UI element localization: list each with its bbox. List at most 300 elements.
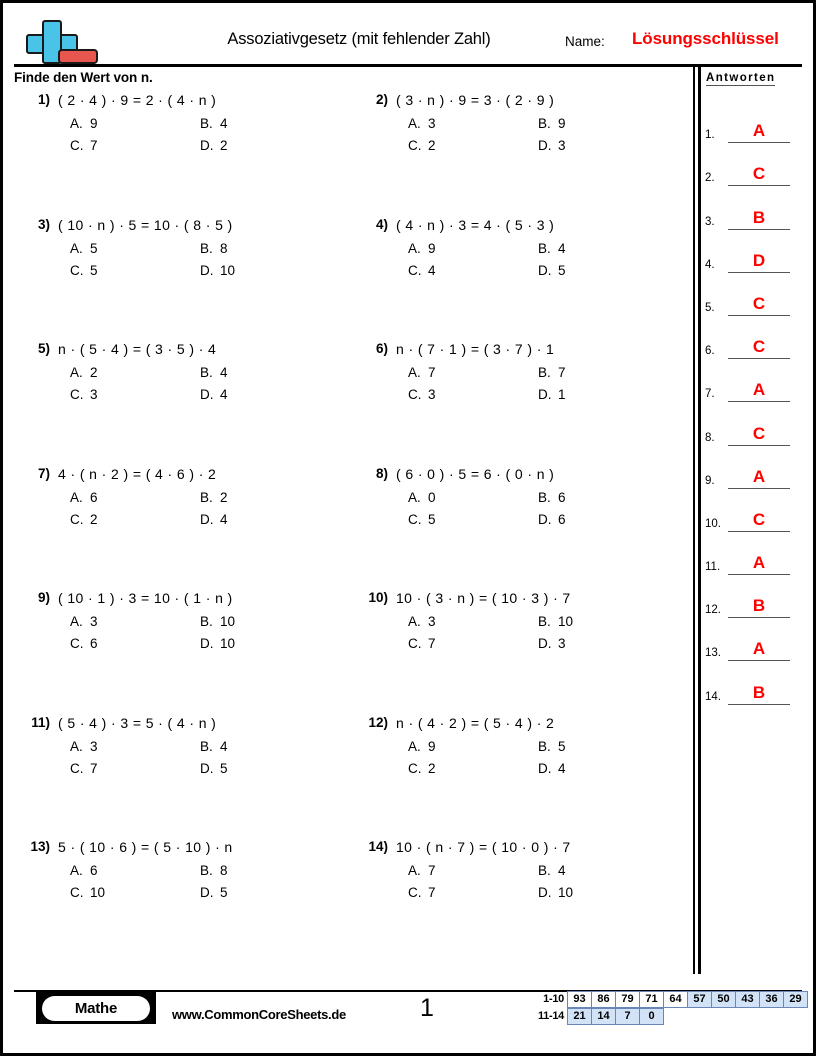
- answers-panel: [704, 68, 804, 728]
- question-row: [14, 839, 690, 964]
- question-expression: 5 · ( 10 · 6 ) = ( 5 · 10 ) · n: [58, 839, 233, 855]
- answer-value: C: [752, 337, 766, 357]
- choice-value: 6: [558, 511, 566, 527]
- choice-value: 6: [90, 489, 98, 505]
- choice-value: 2: [90, 511, 98, 527]
- score-cell: 14: [591, 1008, 616, 1025]
- question-expression: ( 5 · 4 ) · 3 = 5 · ( 4 · n ): [58, 714, 217, 731]
- question-number: 8): [375, 465, 388, 481]
- choice-letter: C.: [70, 885, 84, 900]
- choice-group: [408, 241, 668, 285]
- question-item: [14, 92, 352, 217]
- logo-plus-center: [45, 37, 59, 51]
- choice-row: [408, 636, 668, 658]
- question-number: 9): [37, 590, 50, 605]
- choice-group: [70, 490, 330, 534]
- answer-row-number: 13.: [705, 647, 721, 660]
- score-cell: 71: [639, 991, 664, 1008]
- choice-value: 10: [558, 885, 574, 900]
- choice-group: [70, 739, 330, 783]
- question-expression: ( 6 · 0 ) · 5 = 6 · ( 0 · n ): [396, 465, 555, 482]
- question-expression: ( 4 · n ) · 3 = 4 · ( 5 · 3 ): [396, 216, 555, 233]
- answer-row: [704, 230, 804, 273]
- choice-row: [408, 241, 668, 263]
- answer-row-number: 3.: [705, 215, 715, 228]
- choice-option[interactable]: [538, 863, 668, 885]
- choice-row: [70, 365, 330, 387]
- choice-letter: C.: [408, 511, 422, 527]
- choice-option[interactable]: [408, 739, 538, 761]
- choice-group: [70, 863, 330, 907]
- score-table: [528, 991, 808, 1025]
- choice-value: 7: [90, 760, 98, 776]
- choice-letter: B.: [538, 489, 551, 505]
- choice-row: [408, 490, 668, 512]
- answer-value: B: [752, 596, 766, 616]
- answer-column-divider-outer: [693, 66, 695, 974]
- question-item: [14, 839, 352, 964]
- choice-value: 5: [558, 262, 566, 278]
- answer-row: [704, 143, 804, 186]
- choice-value: 7: [90, 138, 98, 153]
- choice-option[interactable]: [200, 138, 330, 160]
- choice-row: [408, 512, 668, 534]
- question-number: 7): [37, 465, 50, 481]
- questions-grid: [14, 92, 690, 964]
- choice-value: 5: [220, 885, 228, 900]
- choice-letter: A.: [70, 863, 83, 878]
- choice-option[interactable]: [408, 512, 538, 534]
- choice-option[interactable]: [70, 739, 200, 761]
- choice-value: 2: [90, 365, 98, 380]
- choice-option[interactable]: [408, 263, 538, 285]
- choice-letter: A.: [70, 116, 83, 131]
- choice-letter: C.: [408, 138, 422, 153]
- question-expression: ( 10 · 1 ) · 3 = 10 · ( 1 · n ): [58, 590, 233, 606]
- answer-row-number: 11.: [705, 561, 721, 574]
- choice-row: [70, 387, 330, 409]
- choice-letter: A.: [70, 614, 83, 629]
- answer-row: [704, 273, 804, 316]
- choice-value: 8: [220, 240, 228, 256]
- choice-letter: B.: [200, 240, 213, 256]
- choice-letter: B.: [200, 489, 213, 505]
- choice-row: [408, 614, 668, 636]
- question-number: 3): [37, 216, 50, 232]
- answer-row: [704, 618, 804, 661]
- choice-value: 4: [220, 511, 228, 527]
- choice-option[interactable]: [408, 885, 538, 907]
- choice-option[interactable]: [70, 138, 200, 160]
- choice-letter: B.: [200, 614, 213, 629]
- choice-option[interactable]: [70, 387, 200, 409]
- choice-letter: B.: [200, 365, 213, 380]
- choice-value: 3: [90, 614, 98, 629]
- choice-row: [70, 241, 330, 263]
- choice-row: [408, 263, 668, 285]
- subject-badge-label: Mathe: [42, 996, 150, 1021]
- page-title: Assoziativgesetz (mit fehlender Zahl): [227, 30, 491, 48]
- choice-letter: D.: [200, 387, 214, 402]
- score-cell: 57: [687, 991, 712, 1008]
- choice-option[interactable]: [70, 863, 200, 885]
- choice-row: [70, 512, 330, 534]
- question-row: [14, 715, 690, 840]
- commoncoresheets-logo-icon: [14, 20, 92, 66]
- choice-value: 2: [428, 138, 436, 153]
- choice-group: [408, 116, 668, 160]
- choice-row: [408, 365, 668, 387]
- choice-group: [70, 614, 330, 658]
- question-item: [352, 341, 690, 466]
- choice-row: [70, 739, 330, 761]
- answer-row-number: 8.: [705, 431, 715, 444]
- answer-value: B: [752, 207, 766, 227]
- answer-row-number: 2.: [705, 172, 715, 185]
- choice-option[interactable]: [70, 512, 200, 534]
- choice-letter: D.: [200, 636, 214, 651]
- choice-letter: A.: [70, 489, 83, 505]
- choice-value: 3: [558, 636, 566, 651]
- choice-option[interactable]: [200, 739, 330, 761]
- answer-row-number: 7.: [705, 388, 715, 401]
- score-cell: 86: [591, 991, 616, 1008]
- choice-value: 10: [220, 614, 236, 629]
- question-item: [14, 590, 352, 715]
- answer-row: [704, 446, 804, 489]
- choice-letter: A.: [408, 738, 421, 754]
- choice-letter: C.: [408, 262, 422, 278]
- choice-row: [70, 885, 330, 907]
- choice-row: [70, 636, 330, 658]
- choice-option[interactable]: [70, 116, 200, 138]
- choice-row: [70, 614, 330, 636]
- choice-letter: D.: [538, 387, 552, 402]
- choice-letter: A.: [70, 365, 83, 380]
- choice-option[interactable]: [70, 636, 200, 658]
- answer-value: A: [752, 121, 766, 141]
- choice-letter: A.: [70, 738, 83, 754]
- choice-letter: B.: [538, 365, 551, 380]
- choice-option[interactable]: [200, 761, 330, 783]
- choice-letter: D.: [538, 885, 552, 900]
- answer-row: [704, 661, 804, 704]
- score-row-label: 1-10: [543, 993, 564, 1005]
- choice-value: 10: [220, 262, 236, 278]
- choice-option[interactable]: [408, 761, 538, 783]
- choice-value: 9: [428, 240, 436, 256]
- score-cell: 36: [759, 991, 784, 1008]
- answer-row: [704, 316, 804, 359]
- choice-option[interactable]: [408, 863, 538, 885]
- choice-value: 10: [558, 614, 574, 629]
- question-number: 1): [37, 92, 50, 107]
- choice-value: 3: [428, 116, 436, 131]
- choice-option[interactable]: [200, 636, 330, 658]
- choice-option[interactable]: [408, 365, 538, 387]
- choice-option[interactable]: [70, 365, 200, 387]
- question-item: [352, 92, 690, 217]
- question-expression: ( 3 · n ) · 9 = 3 · ( 2 · 9 ): [396, 92, 555, 108]
- choice-value: 10: [90, 885, 106, 900]
- choice-option[interactable]: [200, 885, 330, 907]
- question-number: 11): [31, 714, 50, 730]
- choice-value: 0: [428, 489, 436, 505]
- question-item: [14, 217, 352, 342]
- choice-letter: D.: [200, 511, 214, 527]
- choice-letter: B.: [538, 614, 551, 629]
- answer-value: A: [752, 553, 766, 573]
- choice-value: 2: [220, 138, 228, 153]
- choice-letter: C.: [408, 636, 422, 651]
- choice-row: [70, 761, 330, 783]
- choice-option[interactable]: [408, 636, 538, 658]
- choice-value: 3: [428, 387, 436, 402]
- choice-option[interactable]: [538, 761, 668, 783]
- answer-value: D: [752, 250, 766, 270]
- choice-value: 6: [90, 636, 98, 651]
- choice-option[interactable]: [538, 739, 668, 761]
- instruction-text: Finde den Wert von n.: [14, 70, 153, 85]
- answer-row-number: 1.: [705, 129, 715, 142]
- question-expression: ( 10 · n ) · 5 = 10 · ( 8 · 5 ): [58, 216, 233, 233]
- question-expression: ( 2 · 4 ) · 9 = 2 · ( 4 · n ): [58, 92, 217, 108]
- choice-option[interactable]: [538, 138, 668, 160]
- choice-letter: D.: [538, 636, 552, 651]
- page-number: 1: [420, 994, 434, 1022]
- answer-row-number: 6.: [705, 345, 715, 358]
- choice-letter: D.: [200, 262, 214, 278]
- question-number: 14): [368, 839, 388, 854]
- answer-row: [704, 100, 804, 143]
- question-row: [14, 341, 690, 466]
- question-expression: n · ( 4 · 2 ) = ( 5 · 4 ) · 2: [396, 714, 555, 731]
- choice-option[interactable]: [408, 138, 538, 160]
- question-item: [352, 466, 690, 591]
- choice-option[interactable]: [200, 263, 330, 285]
- question-item: [14, 715, 352, 840]
- answer-row-number: 5.: [705, 301, 715, 314]
- question-expression: 4 · ( n · 2 ) = ( 4 · 6 ) · 2: [58, 465, 217, 482]
- question-row: [14, 466, 690, 591]
- choice-group: [408, 614, 668, 658]
- choice-value: 3: [558, 138, 566, 153]
- choice-option[interactable]: [70, 241, 200, 263]
- choice-option[interactable]: [538, 263, 668, 285]
- choice-letter: D.: [538, 138, 552, 153]
- answer-row: [704, 532, 804, 575]
- choice-option[interactable]: [200, 614, 330, 636]
- choice-option[interactable]: [408, 116, 538, 138]
- answer-value: A: [752, 466, 766, 486]
- choice-option[interactable]: [200, 490, 330, 512]
- question-item: [352, 839, 690, 964]
- score-cell: 79: [615, 991, 640, 1008]
- choice-group: [408, 739, 668, 783]
- choice-letter: B.: [200, 863, 213, 878]
- question-number: 12): [368, 714, 388, 730]
- question-number: 5): [37, 341, 50, 356]
- choice-option[interactable]: [70, 490, 200, 512]
- choice-option[interactable]: [70, 263, 200, 285]
- choice-value: 1: [558, 387, 566, 402]
- page-border-left: [0, 0, 3, 1056]
- choice-letter: A.: [408, 116, 421, 131]
- answer-row-number: 10.: [705, 517, 721, 530]
- score-cell: 21: [567, 1008, 592, 1025]
- choice-option[interactable]: [408, 241, 538, 263]
- choice-group: [70, 241, 330, 285]
- answer-value: A: [752, 639, 766, 659]
- site-url: www.CommonCoreSheets.de: [172, 1007, 346, 1022]
- answer-row-number: 4.: [705, 258, 715, 271]
- choice-letter: A.: [408, 365, 421, 380]
- choice-value: 9: [558, 116, 566, 131]
- answer-row-number: 12.: [705, 604, 721, 617]
- question-number: 4): [375, 216, 388, 232]
- choice-option[interactable]: [200, 365, 330, 387]
- choice-option[interactable]: [200, 241, 330, 263]
- choice-value: 4: [220, 387, 228, 402]
- choice-letter: C.: [408, 885, 422, 900]
- question-item: [14, 466, 352, 591]
- question-item: [352, 217, 690, 342]
- choice-letter: A.: [70, 240, 83, 256]
- header-divider: [14, 64, 802, 67]
- choice-letter: C.: [408, 760, 422, 776]
- choice-option[interactable]: [538, 387, 668, 409]
- choice-option[interactable]: [538, 885, 668, 907]
- answers-heading: Antworten: [706, 72, 776, 84]
- score-cell: 0: [639, 1008, 664, 1025]
- choice-letter: D.: [538, 760, 552, 776]
- logo-minus-bar: [58, 49, 98, 64]
- choice-value: 4: [220, 738, 228, 754]
- choice-letter: D.: [200, 885, 214, 900]
- answer-row: [704, 489, 804, 532]
- choice-letter: B.: [538, 240, 551, 256]
- choice-value: 7: [558, 365, 566, 380]
- choice-letter: D.: [538, 262, 552, 278]
- choice-option[interactable]: [200, 116, 330, 138]
- choice-option[interactable]: [538, 365, 668, 387]
- question-item: [352, 715, 690, 840]
- question-expression: n · ( 5 · 4 ) = ( 3 · 5 ) · 4: [58, 341, 217, 357]
- question-expression: n · ( 7 · 1 ) = ( 3 · 7 ) · 1: [396, 341, 555, 357]
- choice-option[interactable]: [408, 490, 538, 512]
- choice-row: [70, 116, 330, 138]
- choice-row: [408, 138, 668, 160]
- question-number: 6): [375, 341, 388, 356]
- score-row: [528, 991, 808, 1008]
- question-number: 2): [375, 92, 388, 107]
- choice-option[interactable]: [70, 761, 200, 783]
- choice-row: [408, 739, 668, 761]
- choice-letter: A.: [408, 863, 421, 878]
- choice-value: 4: [558, 760, 566, 776]
- answer-row: [704, 359, 804, 402]
- choice-value: 4: [220, 116, 228, 131]
- choice-group: [408, 490, 668, 534]
- score-row: [528, 1008, 808, 1025]
- choice-option[interactable]: [538, 116, 668, 138]
- subject-badge: [36, 992, 156, 1024]
- answers-list: [704, 100, 804, 705]
- choice-value: 5: [220, 760, 228, 776]
- choice-option[interactable]: [200, 512, 330, 534]
- choice-letter: C.: [408, 387, 422, 402]
- choice-value: 2: [428, 760, 436, 776]
- choice-option[interactable]: [538, 636, 668, 658]
- score-cell: 7: [615, 1008, 640, 1025]
- answer-value: C: [752, 509, 766, 529]
- choice-option[interactable]: [538, 614, 668, 636]
- choice-value: 3: [90, 387, 98, 402]
- choice-value: 4: [558, 240, 566, 256]
- answer-value: C: [752, 423, 766, 443]
- choice-value: 7: [428, 863, 436, 878]
- choice-letter: D.: [200, 138, 214, 153]
- score-cell: 64: [663, 991, 688, 1008]
- choice-letter: C.: [70, 760, 84, 776]
- choice-group: [70, 116, 330, 160]
- choice-option[interactable]: [200, 387, 330, 409]
- choice-row: [408, 761, 668, 783]
- score-cell: 50: [711, 991, 736, 1008]
- choice-value: 5: [428, 511, 436, 527]
- score-row-label: 11-14: [537, 1010, 564, 1022]
- choice-letter: B.: [200, 738, 213, 754]
- choice-value: 10: [220, 636, 236, 651]
- choice-option[interactable]: [70, 885, 200, 907]
- worksheet-header: [14, 12, 802, 66]
- choice-row: [70, 138, 330, 160]
- choice-value: 2: [220, 489, 228, 505]
- question-expression: 10 · ( n · 7 ) = ( 10 · 0 ) · 7: [396, 839, 571, 855]
- choice-value: 8: [220, 863, 228, 878]
- choice-option[interactable]: [538, 490, 668, 512]
- answer-value: C: [752, 293, 766, 313]
- score-cell: 43: [735, 991, 760, 1008]
- score-cell: 29: [783, 991, 808, 1008]
- choice-value: 7: [428, 636, 436, 651]
- choice-row: [408, 387, 668, 409]
- choice-option[interactable]: [200, 863, 330, 885]
- choice-row: [408, 885, 668, 907]
- choice-option[interactable]: [70, 614, 200, 636]
- choice-letter: B.: [538, 863, 551, 878]
- choice-row: [70, 863, 330, 885]
- page-border-top: [0, 0, 816, 3]
- choice-letter: C.: [70, 387, 84, 402]
- choice-letter: B.: [200, 116, 213, 131]
- choice-option[interactable]: [408, 387, 538, 409]
- choice-group: [408, 863, 668, 907]
- choice-option[interactable]: [408, 614, 538, 636]
- question-item: [14, 341, 352, 466]
- question-item: [352, 590, 690, 715]
- answer-row: [704, 575, 804, 618]
- choice-option[interactable]: [538, 241, 668, 263]
- choice-value: 7: [428, 365, 436, 380]
- answer-row-number: 9.: [705, 474, 715, 487]
- choice-letter: C.: [70, 636, 84, 651]
- choice-option[interactable]: [538, 512, 668, 534]
- choice-value: 4: [558, 863, 566, 878]
- name-label: Name:: [565, 34, 605, 49]
- choice-value: 5: [558, 738, 566, 754]
- choice-value: 6: [90, 863, 98, 878]
